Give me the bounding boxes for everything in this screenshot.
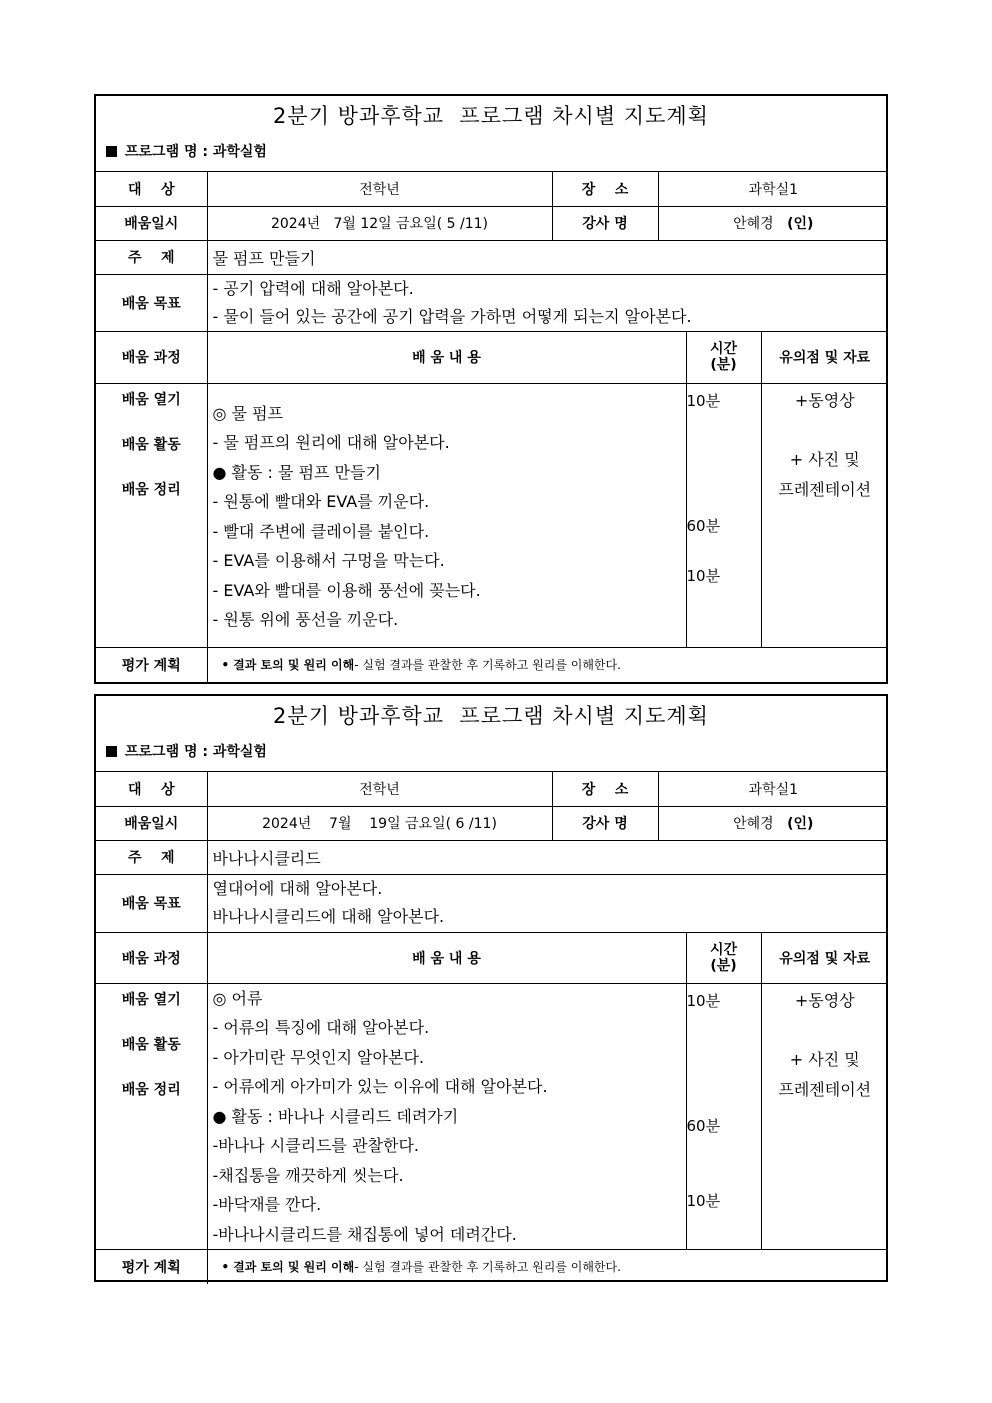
content-line: ● 활동 : 물 펌프 만들기 [212,462,381,482]
date-row [96,806,888,840]
notes-label: 유의점 및 자료 [761,331,888,383]
program-name: 프로그램 명 : 과학실험 [125,144,267,160]
content-line: - 원통 위에 풍선을 끼운다. [212,610,399,629]
note-photo: + 사진 및 [789,449,860,469]
target-value: 전학년 [207,172,552,206]
topic-label: 주 제 [96,240,207,274]
eval-label: 평가 계획 [96,1250,207,1284]
goal-cell [207,874,888,932]
goal-item: 열대어에 대해 알아본다. [212,879,383,898]
step-activity: 배움 활동 [121,436,181,453]
note-video: +동영상 [794,390,855,410]
time-cell [686,383,761,647]
process-body-row [96,983,888,1250]
topic-value: 물 펌프 만들기 [207,240,888,274]
goal-row [96,274,888,331]
content-line: - 어류에게 아가미가 있는 이유에 대해 알아본다. [212,1077,548,1096]
target-row [96,772,888,806]
goal-item: 바나나시클리드에 대해 알아본다. [212,907,445,926]
step-wrap: 배움 정리 [121,1081,181,1098]
bullet-icon: • [221,658,230,673]
bullet-icon: • [221,1260,230,1275]
time-wrap: 10분 [686,566,721,585]
note-photo: + 사진 및 [789,1049,860,1069]
eval-label: 평가 계획 [96,647,207,682]
notes-cell [761,383,888,647]
seal-mark: (인) [787,216,814,232]
content-line: ◎ 물 펌프 [212,403,284,423]
notes-cell [761,983,888,1250]
content-line: ◎ 어류 [212,988,263,1008]
step-activity: 배움 활동 [121,1036,181,1053]
program-name-line [96,136,886,172]
target-row [96,172,888,206]
time-header [686,331,761,383]
date-label: 배움일시 [96,206,207,240]
content-label: 배 움 내 용 [207,331,686,383]
seal-mark: (인) [787,816,814,832]
content-line: -바닥재를 깐다. [212,1195,322,1214]
lesson-plan-1 [94,94,888,684]
date-value: 2024년 7월 19일 금요일( 6 /11) [207,806,552,840]
topic-row [96,240,888,274]
process-label: 배움 과정 [96,331,207,383]
time-open: 10분 [686,991,721,1010]
place-value: 과학실1 [658,172,888,206]
note-presentation: 프레젠테이션 [778,479,872,499]
content-line: - 아가미란 무엇인지 알아본다. [212,1047,425,1067]
eval-row [96,1250,888,1284]
square-bullet-icon [106,746,117,757]
plan-table [96,172,888,682]
date-label: 배움일시 [96,806,207,840]
content-line: - EVA를 이용해서 구멍을 막는다. [212,551,445,570]
note-video: +동영상 [794,990,855,1010]
plan-title: 2분기 방과후학교 프로그램 차시별 지도계획 [273,104,709,128]
topic-value: 바나나시클리드 [207,840,888,874]
time-unit: (분) [710,357,737,373]
content-line: -채집통을 깨끗하게 씻는다. [212,1165,404,1185]
place-label: 장 소 [552,772,658,806]
date-row [96,206,888,240]
content-line: - 어류의 특징에 대해 알아본다. [212,1018,430,1037]
goal-label: 배움 목표 [96,874,207,932]
eval-cell [207,647,888,682]
place-label: 장 소 [552,172,658,206]
eval-row [96,647,888,682]
notes-label: 유의점 및 자료 [761,932,888,983]
goal-item: - 물이 들어 있는 공간에 공기 압력을 가하면 어떻게 되는지 알아본다. [212,306,692,326]
teacher-name: 안혜경 [733,216,774,232]
process-body-row [96,383,888,647]
note-presentation: 프레젠테이션 [778,1079,872,1099]
teacher-cell [658,206,888,240]
eval-heading: 결과 토의 및 원리 이해 [233,658,355,673]
teacher-name: 안혜경 [733,816,774,832]
process-header-row [96,331,888,383]
teacher-label: 강사 명 [552,806,658,840]
content-label: 배 움 내 용 [207,932,686,983]
time-wrap: 10분 [686,1191,721,1210]
lesson-plan-2 [94,694,888,1282]
plan-table [96,772,888,1284]
step-wrap: 배움 정리 [121,481,181,498]
goal-row [96,874,888,932]
square-bullet-icon [106,146,117,157]
content-line: - EVA와 빨대를 이용해 풍선에 꽂는다. [212,580,481,600]
eval-heading: 결과 토의 및 원리 이해 [233,1260,355,1275]
program-name-line [96,736,886,772]
content-line: ● 활동 : 바나나 시클리드 데려가기 [212,1106,459,1126]
goal-cell [207,274,888,331]
time-label: 시간 [709,941,738,958]
content-line: -바나나 시클리드를 관찰한다. [212,1136,420,1155]
goal-label: 배움 목표 [96,274,207,331]
time-activity: 60분 [686,1116,721,1135]
target-value: 전학년 [207,772,552,806]
content-line [213,384,686,399]
eval-text: - 실험 결과를 관찰한 후 기록하고 원리를 이해한다. [354,1260,621,1275]
time-header [686,932,761,983]
place-value: 과학실1 [658,772,888,806]
topic-label: 주 제 [96,840,207,874]
process-header-row [96,932,888,983]
target-label: 대 상 [96,172,207,206]
content-cell [207,383,686,647]
time-cell [686,983,761,1250]
content-line: - 원통에 빨대와 EVA를 끼운다. [212,492,430,511]
eval-text: - 실험 결과를 관찰한 후 기록하고 원리를 이해한다. [354,658,621,673]
topic-row [96,840,888,874]
eval-cell [207,1250,888,1284]
content-line: -바나나시클리드를 채집통에 넣어 데려간다. [212,1224,517,1244]
time-label: 시간 [709,341,738,357]
content-cell [207,983,686,1250]
date-value: 2024년 7월 12일 금요일( 5 /11) [207,206,552,240]
step-open: 배움 열기 [121,991,181,1008]
steps-cell [96,383,207,647]
teacher-cell [658,806,888,840]
process-label: 배움 과정 [96,932,207,983]
plan-title: 2분기 방과후학교 프로그램 차시별 지도계획 [273,704,709,728]
time-open: 10분 [686,391,721,410]
steps-cell [96,983,207,1250]
step-open: 배움 열기 [121,391,181,408]
content-line: - 빨대 주변에 클레이를 붙인다. [212,521,430,541]
time-unit: (분) [710,957,737,974]
target-label: 대 상 [96,772,207,806]
content-line: - 물 펌프의 원리에 대해 알아본다. [212,433,450,452]
time-activity: 60분 [686,516,721,535]
teacher-label: 강사 명 [552,206,658,240]
program-name: 프로그램 명 : 과학실험 [125,744,267,760]
goal-item: - 공기 압력에 대해 알아본다. [212,278,414,298]
